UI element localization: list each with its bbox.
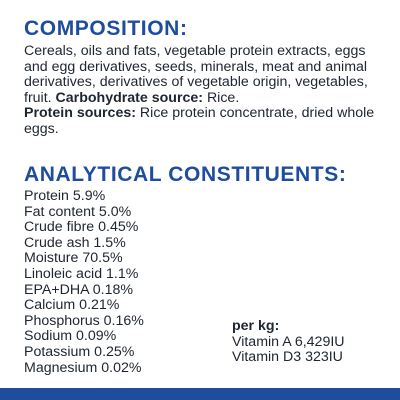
constituent-item: EPA+DHA 0.18% [24,281,133,298]
footer-bar [0,388,400,400]
composition-text [24,44,386,138]
per-kg-label: per kg: [232,318,280,334]
constituent-item: Protein 5.9% [24,188,106,204]
protein-sources-value: Rice protein concentrate, dried whole eggs. [24,105,375,137]
constituent-item: Calcium 0.21% [24,297,120,314]
composition-ingredients: Cereals, oils and fats, vegetable protein extracts, eggs and egg derivatives, seeds, minerals, meat and animal derivatives, derivatives of vegetable origin, vegetables, fruit. [24,43,368,106]
constituent-item: Phosphorus 0.16% [24,312,144,329]
constituent-item: Magnesium 0.02% [24,359,142,376]
vitamin-item: Vitamin A 6,429IU [232,333,345,350]
constituent-item: Crude fibre 0.45% [24,219,139,236]
constituent-item: Potassium 0.25% [24,343,135,360]
per-kg-block [232,319,345,366]
constituent-item: Moisture 70.5% [24,250,123,267]
carbohydrate-source-value: Rice. [206,89,240,106]
constituent-item: Sodium 0.09% [24,328,117,345]
vitamin-item: Vitamin D3 323IU [232,349,343,366]
protein-sources-label: Protein sources: [24,105,136,122]
constituent-item: Crude ash 1.5% [24,234,126,251]
carbohydrate-source-label: Carbohydrate source: [55,89,203,106]
composition-heading: COMPOSITION: [24,17,188,40]
analytical-constituents-heading: ANALYTICAL CONSTITUENTS: [24,163,347,186]
constituent-item: Fat content 5.0% [24,203,132,220]
constituents-list [24,189,144,376]
constituent-item: Linoleic acid 1.1% [24,265,139,282]
